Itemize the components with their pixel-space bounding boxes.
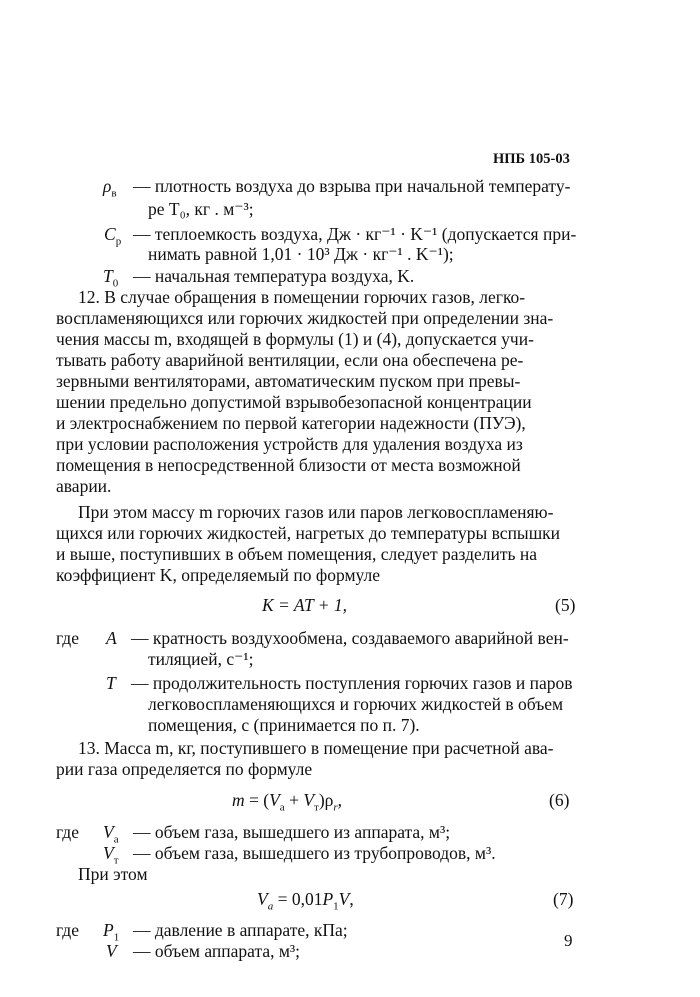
symbol-va: $V_а$ [103, 822, 119, 846]
symbol-a: A [106, 628, 117, 648]
def-cp-line1: — теплоемкость воздуха, Дж · кг⁻¹ · K⁻¹ (допускается при- [133, 224, 577, 244]
symbol-p1: $P_1$ [103, 920, 120, 944]
def-t-line3: помещения, с (принимается по п. 7). [148, 715, 420, 735]
p12-line-1: 12. В случае обращения в помещении горючих газов, легко- [78, 287, 526, 307]
p12-line-9: помещения в непосредственной близости от места возможной [56, 455, 521, 475]
def-vt: — объем газа, вышедшего из трубопроводов, м³. [133, 843, 496, 863]
formula-7: $V_a = 0,01P_1V$, [257, 889, 354, 913]
p12-line-5: зервными вентиляторами, автоматическим пуском при превы- [56, 371, 521, 391]
symbol-cp: $C_р$ [104, 224, 122, 248]
def-t0-line1: — начальная температура воздуха, K. [133, 266, 415, 286]
p12b-line-2: щихся или горючих жидкостей, нагретых до температуры вспышки [56, 523, 561, 543]
pri-etom: При этом [78, 864, 148, 884]
document-header: НПБ 105-03 [493, 151, 570, 167]
p12b-line-1: При этом массу m горючих газов или паров легковоспламеняю- [78, 502, 554, 522]
where-label-6: где [56, 822, 79, 842]
page-number: 9 [564, 931, 573, 950]
p12-line-2: воспламеняющихся или горючих жидкостей при определении зна- [56, 308, 554, 328]
def-va: — объем газа, вышедшего из аппарата, м³; [133, 822, 451, 842]
p13-line-2: рии газа определяется по формуле [56, 759, 313, 779]
p12b-line-3: и выше, поступивших в объем помещения, следует разделить на [56, 544, 537, 564]
symbol-v: V [106, 941, 117, 961]
def-v: — объем аппарата, м³; [133, 941, 301, 961]
def-rho-line1: — плотность воздуха до взрыва при начальной температу- [133, 176, 571, 196]
where-label-5: где [56, 628, 79, 648]
p12-line-8: при условии расположения устройств для удаления воздуха из [56, 434, 523, 454]
def-p1: — давление в аппарате, кПа; [133, 920, 348, 940]
def-a-line2: тиляцией, с⁻¹; [148, 649, 254, 669]
where-label-7: где [56, 920, 79, 940]
def-cp-line2: нимать равной 1,01 · 10³ Дж · кг⁻¹ . K⁻¹); [148, 244, 454, 264]
symbol-t: T [106, 673, 116, 693]
def-t-line2: легковоспламеняющихся и горючих жидкостей в объем [148, 694, 564, 714]
p12-line-7: и электроснабжением по первой категории надежности (ПУЭ), [56, 413, 526, 433]
p12-line-6: шении предельно допустимой взрывобезопасной концентрации [56, 392, 532, 412]
p13-line-1: 13. Масса m, кг, поступившего в помещение при расчетной ава- [78, 738, 554, 758]
formula-7-number: (7) [553, 889, 574, 909]
p12b-line-4: коэффициент K, определяемый по формуле [56, 565, 381, 585]
symbol-t0: $T_0$ [103, 266, 119, 290]
p12-line-10: аварии. [56, 476, 112, 496]
formula-6: $m = (V_а + V_т)\rho_r$, [232, 790, 343, 814]
p12-line-4: тывать работу аварийной вентиляции, если она обеспечена ре- [56, 350, 524, 370]
def-rho-line2: ре T₀, кг . м⁻³; [148, 199, 254, 219]
p12-line-3: чения массы m, входящей в формулы (1) и (4), допускается учи- [56, 329, 534, 349]
def-a-line1: — кратность воздухообмена, создаваемого аварийной вен- [131, 628, 569, 648]
formula-5-number: (5) [555, 595, 576, 615]
symbol-vt: $V_т$ [103, 843, 119, 867]
symbol-rho-v: $\rho_в$ [103, 176, 117, 200]
formula-6-number: (6) [549, 790, 570, 810]
formula-5: K = AT + 1, [262, 595, 348, 615]
def-t-line1: — продолжительность поступления горючих газов и паров [131, 673, 573, 693]
